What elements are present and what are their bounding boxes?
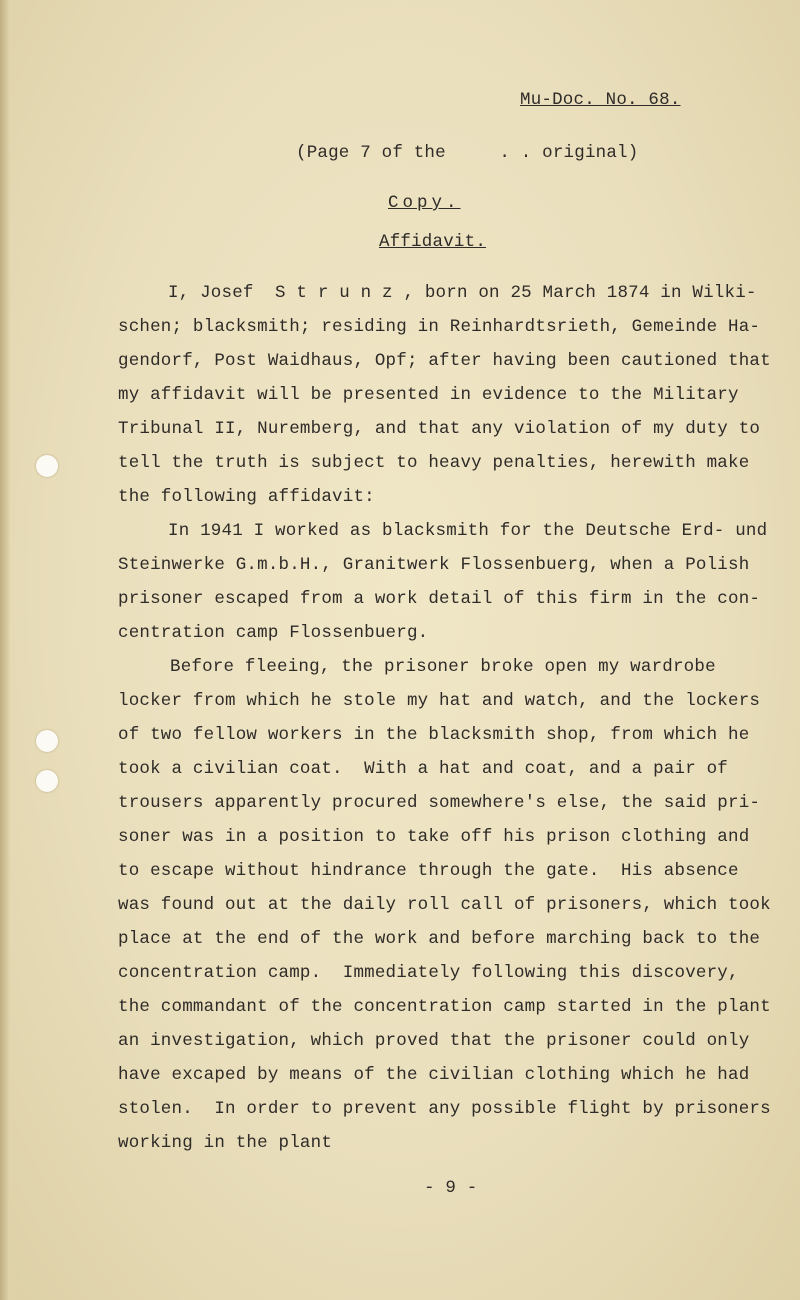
- body-line: schen; blacksmith; residing in Reinhardtsrieth, Gemeinde Ha-: [118, 317, 761, 337]
- body-line: place at the end of the work and before marching back to the: [118, 929, 761, 949]
- body-line: I, Josef S t r u n z , born on 25 March 1874 in Wilki-: [168, 283, 757, 303]
- body-line: working in the plant: [118, 1133, 333, 1153]
- body-line: my affidavit will be presented in evidence to the Military: [118, 385, 739, 405]
- body-line: prisoner escaped from a work detail of this firm in the con-: [118, 589, 761, 609]
- body-line: soner was in a position to take off his prison clothing and: [118, 827, 750, 847]
- page-edge: [0, 0, 10, 1300]
- page-number: - 9 -: [424, 1178, 478, 1198]
- page-note: (Page 7 of the . . original): [296, 143, 639, 163]
- body-line: the following affidavit:: [118, 487, 375, 507]
- body-line: gendorf, Post Waidhaus, Opf; after having been cautioned that: [118, 351, 771, 371]
- body-line: Before fleeing, the prisoner broke open my wardrobe: [170, 657, 716, 677]
- body-line: Tribunal II, Nuremberg, and that any violation of my duty to: [118, 419, 761, 439]
- body-line: took a civilian coat. With a hat and coat, and a pair of: [118, 759, 728, 779]
- affidavit-heading: Affidavit.: [379, 232, 487, 252]
- punch-hole: [36, 770, 58, 792]
- body-line: trousers apparently procured somewhere's else, the said pri-: [118, 793, 761, 813]
- body-line: of two fellow workers in the blacksmith shop, from which he: [118, 725, 750, 745]
- body-line: Steinwerke G.m.b.H., Granitwerk Flossenbuerg, when a Polish: [118, 555, 750, 575]
- body-line: was found out at the daily roll call of prisoners, which took: [118, 895, 771, 915]
- body-line: an investigation, which proved that the prisoner could only: [118, 1031, 750, 1051]
- body-line: have excaped by means of the civilian clothing which he had: [118, 1065, 750, 1085]
- body-line: stolen. In order to prevent any possible flight by prisoners: [118, 1099, 771, 1119]
- punch-hole: [36, 455, 58, 477]
- copy-heading: Copy.: [388, 193, 461, 213]
- body-line: locker from which he stole my hat and watch, and the lockers: [118, 691, 761, 711]
- body-line: the commandant of the concentration camp started in the plant: [118, 997, 771, 1017]
- body-line: to escape without hindrance through the gate. His absence: [118, 861, 739, 881]
- body-line: concentration camp. Immediately following this discovery,: [118, 963, 739, 983]
- body-line: In 1941 I worked as blacksmith for the Deutsche Erd- und: [168, 521, 768, 541]
- punch-hole: [36, 730, 58, 752]
- body-line: tell the truth is subject to heavy penalties, herewith make: [118, 453, 750, 473]
- body-line: centration camp Flossenbuerg.: [118, 623, 429, 643]
- document-reference: Mu-Doc. No. 68.: [520, 90, 681, 110]
